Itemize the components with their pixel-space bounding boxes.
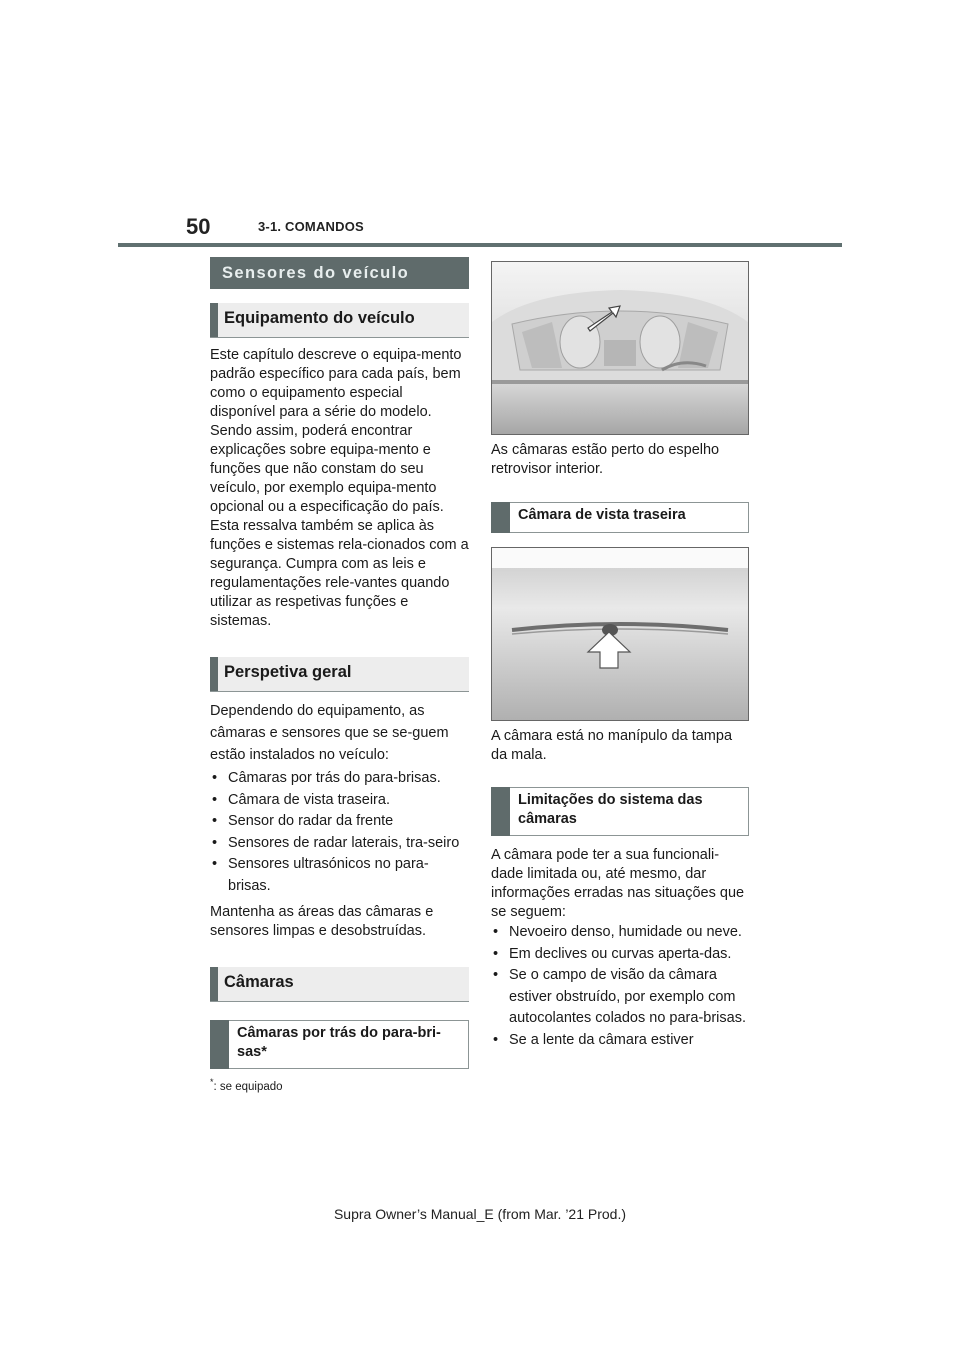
paragraph-overview: Dependendo do equipamento, as câmaras e sensores que se se-guem estão instalados no veículo: — [210, 703, 449, 763]
car-interior-illustration — [492, 262, 748, 434]
list-item: • Nevoeiro denso, humidade ou neve. — [491, 922, 749, 944]
list-item: • Se a lente da câmara estiver — [491, 1030, 749, 1052]
footnote — [210, 1077, 469, 1093]
overview-list — [210, 768, 469, 897]
paragraph-equipment: Este capítulo descreve o equipa-mento padrão específico para cada país, bem como o equipamento especial disponível para a série do modelo. Sendo assim, poderá encontrar explicações sobre equipa-mento e funções que não constam do seu veículo, por exemplo equipa-mento opcional ou a especificação do país. Esta ressalva também se aplica às funções e sistemas rela-cionados com a segurança. Cumpra com as leis e regulamentações rele-vantes quando utilizar as respetivas funções e sistemas. — [210, 347, 469, 629]
trunk-handle-illustration — [492, 548, 748, 720]
page-number: 50 — [186, 214, 211, 239]
section-label: 3-1. COMANDOS — [258, 219, 364, 234]
list-item: • Câmaras por trás do para-brisas. — [210, 768, 469, 790]
footer-text: Supra Owner’s Manual_E (from Mar. ’21 Prod.) — [333, 1206, 627, 1222]
list-item: • Sensores de radar laterais, tra-seiro — [210, 833, 469, 855]
heading-equipment: Equipamento do veículo — [210, 303, 469, 338]
subheading-windshield-cameras: Câmaras por trás do para-bri-sas* — [210, 1020, 469, 1069]
right-column — [491, 261, 749, 1051]
left-column — [210, 257, 469, 1093]
list-item: • Em declives ou curvas aperta-das. — [491, 944, 749, 966]
list-item: • Sensores ultrasónicos no para-brisas. — [210, 854, 469, 897]
subheading-rear-camera: Câmara de vista traseira — [491, 502, 749, 533]
list-item: • Se o campo de visão da câmara estiver obstruído, por exemplo com autocolantes colados no para-brisas. — [491, 965, 749, 1030]
heading-cameras: Câmaras — [210, 967, 469, 1002]
section-banner: Sensores do veículo — [210, 257, 469, 289]
trunk-camera-photo — [491, 547, 749, 721]
header-rule — [118, 243, 842, 247]
caption-trunk: A câmara está no manípulo da tampa da mala. — [491, 728, 733, 763]
heading-overview: Perspetiva geral — [210, 657, 469, 692]
list-item: • Câmara de vista traseira. — [210, 790, 469, 812]
interior-mirror-photo — [491, 261, 749, 435]
paragraph-keep-clean: Mantenha as áreas das câmaras e sensores limpas e desobstruídas. — [210, 904, 434, 939]
footnote-text: : se equipado — [213, 1080, 283, 1093]
caption-mirror: As câmaras estão perto do espelho retrovisor interior. — [491, 442, 720, 477]
limits-list — [491, 922, 749, 1051]
list-item: • Sensor do radar da frente — [210, 811, 469, 833]
footnote-mark: * — [210, 1077, 214, 1087]
paragraph-limits: A câmara pode ter a sua funcionali-dade limitada ou, até mesmo, dar informações erradas nas situações que se seguem: — [491, 847, 745, 920]
subheading-camera-limits: Limitações do sistema das câmaras — [491, 787, 749, 836]
